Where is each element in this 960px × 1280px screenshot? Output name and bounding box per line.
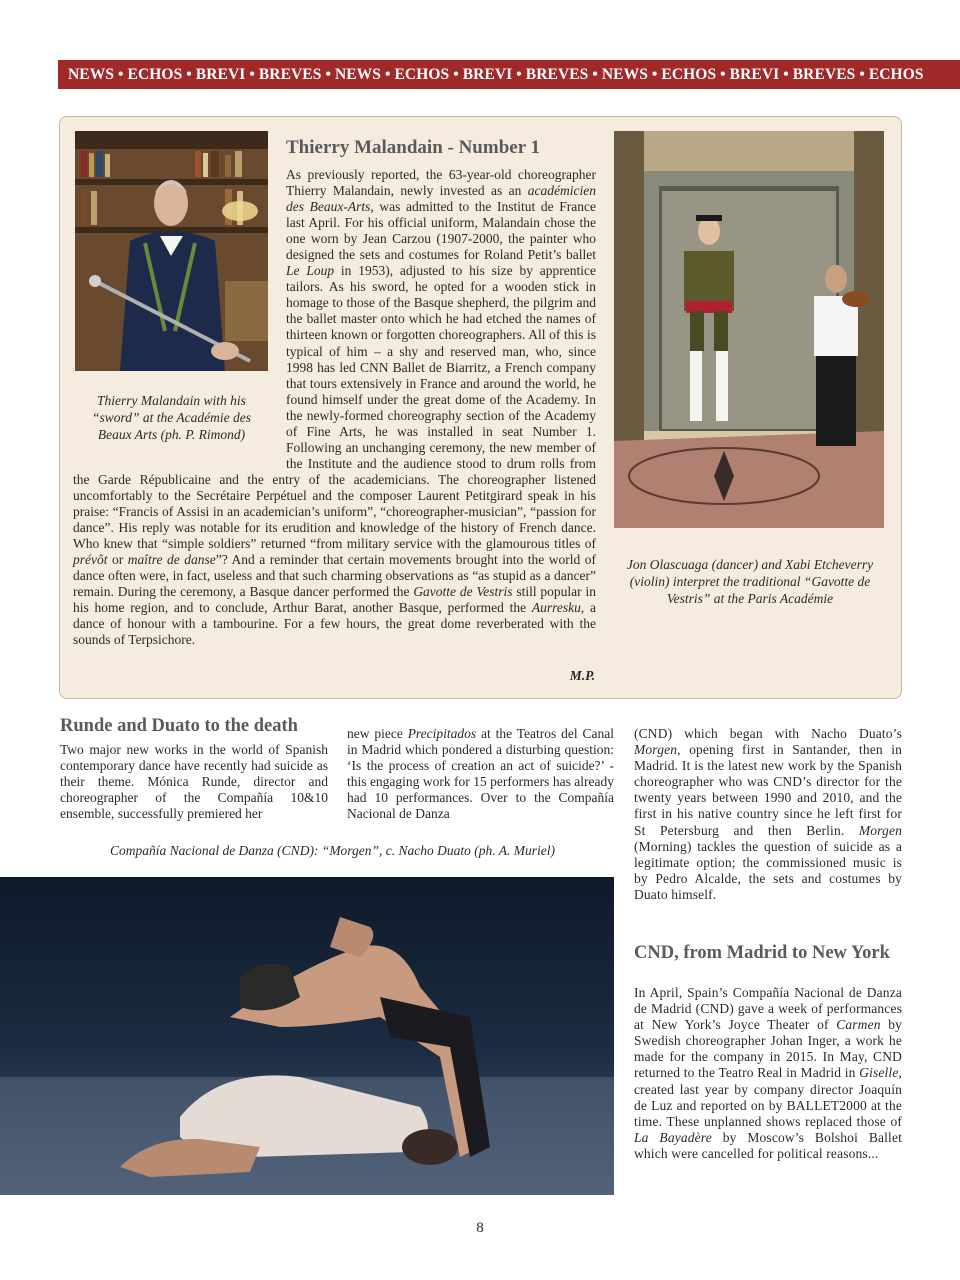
olascuaga-photo: [614, 131, 884, 528]
runde-article-title: Runde and Duato to the death: [60, 716, 298, 736]
cnd-article-text: In April, Spain’s Compañía Nacional de Danza de Madrid (CND) gave a week of performances at New York’s Joyce Theater of Carmen by Swedish choreographer Johan Inger, a work he made for the company in 2015. In May, CND returned to the Teatro Real in Madrid in Giselle, created last year by company director Joaquín de Luz and reported on by BALLET2000 at the time. These unplanned shows replaced those of La Bayadère by Moscow’s Bolshoi Ballet which were cancelled for political reasons...: [634, 985, 902, 1161]
morgen-photo: [0, 877, 614, 1195]
section-banner: NEWS • ECHOS • BREVI • BREVES • NEWS • ECHOS • BREVI • BREVES • NEWS • ECHOS • BREVI • BREVES • ECHOS: [58, 60, 960, 89]
runde-article-column-1: Two major new works in the world of Spanish contemporary dance have recently had suicide as their theme. Mónica Runde, director and choreographer of the Compañía 10&10 ensemble, successfully premiered her: [60, 742, 328, 822]
page-number: 8: [476, 1220, 484, 1236]
olascuaga-photo-caption: Jon Olascuaga (dancer) and Xabi Etcheverry (violin) interpret the traditional “Gavotte de Vestris” at the Paris Académie: [626, 557, 874, 606]
feature-article-text: As previously reported, the 63-year-old choreographer Thierry Malandain, newly invested as an académicien des Beaux-Arts, was admitted to the Institut de France last April. For his official uniform, Malandain chose the one worn by Jean Carzou (1907-2000, the painter who designed the sets and costumes for Roland Petit’s ballet Le Loup in 1953), adjusted to his size by apprentice tailors. As his sword, he opted for a wooden stick in homage to those of the Basque shepherd, the pilgrim and the ballet master onto which he had etched the names of thirteen known or forgotten choreographers. All of this is typical of him – a shy and reserved man, who, since 1998 has led CNN Ballet de Biarritz, a French company that tours extensively in France and around the world, he found himself under the great dome of the Academy. In the newly-formed choreography section of the Academy of Fine Arts, he was installed in seat Number 1. Following an unchanging ceremony, the new member of the Institute and the audience stood to drum rolls from the Garde Républicaine and the entry of the academicians. The choreographer listened uncomfortably to the Secrétaire Perpétuel and the composer Laurent Petitgirard speak in his praise: “Francis of Assisi in an academician’s uniform”, “choreographer-musician”, “passion for dance”. His reply was notable for its erudition and knowledge of the history of French dance. Who knew that “simple soldiers” returned “from military service with the glamourous titles of prévôt or maître de danse”? And a reminder that certain movements brought into the world of dance often were, in fact, useless and that such charming observations as “as stupid as a dancer” remain. During the ceremony, a Basque dancer performed the Gavotte de Vestris still popular in his home region, and to conclude, Arthur Barat, another Basque, performed the Aurresku, a dance of honour with a tambourine. For a few hours, the great dome reverberated with the sounds of Terpsichore.: [73, 167, 597, 648]
malandain-photo-caption: Thierry Malandain with his “sword” at the Académie des Beaux Arts (ph. P. Rimond): [92, 393, 251, 442]
feature-title: Thierry Malandain - Number 1: [286, 137, 541, 158]
runde-article-column-3: (CND) which began with Nacho Duato’s Morgen, opening first in Santander, then in Madrid. It is the latest new work by the Spanish choreographer who was CND’s director for the twenty years between 1990 and 2010, and the first in his native country since he left first for St Petersburg and then Berlin. Morgen (Morning) tackles the question of suicide as a legitimate option; the commissioned music is by Pedro Alcalde, the sets and costumes by Duato himself.: [634, 726, 902, 902]
feature-author-signature: M.P.: [569, 668, 595, 683]
morgen-photo-caption: Compañía Nacional de Danza (CND): “Morgen”, c. Nacho Duato (ph. A. Muriel): [109, 843, 556, 858]
cnd-article-title: CND, from Madrid to New York: [634, 943, 890, 963]
runde-article-column-2: new piece Precipitados at the Teatros del Canal in Madrid which pondered a disturbing question: ‘Is the process of creation an act of suicide?’ - this engaging work for 15 performers has already had 10 performances. Over to the Compañía Nacional de Danza: [347, 726, 614, 822]
